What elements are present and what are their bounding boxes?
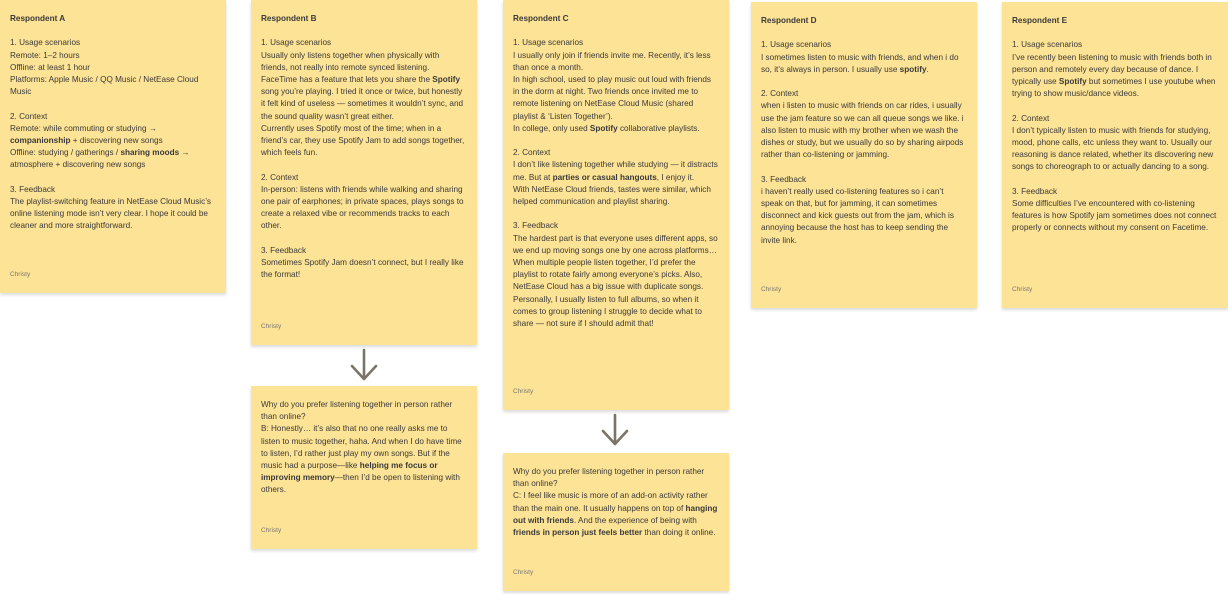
sticky-note-respondent-d[interactable] bbox=[751, 2, 977, 308]
note-title: Respondent E bbox=[1012, 16, 1068, 25]
sticky-note-respondent-a[interactable] bbox=[0, 0, 226, 293]
section-heading: 1. Usage scenarios bbox=[261, 38, 332, 48]
note-section bbox=[761, 88, 967, 161]
section-line: Offline: at least 1 hour bbox=[10, 62, 90, 72]
section-heading: 3. Feedback bbox=[261, 245, 307, 255]
note-body bbox=[261, 37, 467, 281]
section-heading: 3. Feedback bbox=[761, 174, 807, 184]
note-section bbox=[261, 172, 467, 233]
sticky-note-followup-b[interactable] bbox=[251, 386, 477, 549]
note-body bbox=[761, 39, 967, 246]
section-heading: 1. Usage scenarios bbox=[10, 38, 81, 48]
section-line: I don’t like listening together while studying — it distracts me. But at parties or casual hangouts, I enjoy it. bbox=[513, 160, 718, 182]
note-body bbox=[513, 466, 719, 539]
emphasis-text: hanging out with friends bbox=[513, 503, 718, 525]
section-line: The hardest part is that everyone uses different apps, so we end up moving songs one by one across platforms… When multiple people listen together, I’d prefer the playlist to rotate fairly among everyone’s picks. Also, NetEase Cloud has a big issue with duplicate songs. Personally, I usually listen to full albums, so when it comes to group listening I struggle to decide what to share — not sure if I should admit that! bbox=[513, 233, 718, 329]
section-line: Remote: while commuting or studying → companionship + discovering new songs bbox=[10, 123, 163, 145]
emphasis-text: Spotify bbox=[432, 75, 461, 84]
section-heading: 3. Feedback bbox=[1012, 186, 1058, 196]
note-section bbox=[1012, 186, 1218, 235]
section-line: Platforms: Apple Music / QQ Music / NetEase Cloud Music bbox=[10, 75, 199, 97]
arrow-down-icon bbox=[600, 413, 630, 447]
section-heading: 2. Context bbox=[761, 89, 799, 99]
note-section bbox=[761, 174, 967, 247]
emphasis-text: Spotify bbox=[589, 123, 618, 133]
emphasis-text: helping me focus or improving memory bbox=[261, 461, 438, 483]
sticky-note-respondent-c[interactable] bbox=[503, 0, 729, 410]
section-line: I’ve recently been listening to music with friends both in person and remotely every day because of dance. I typically use Spotify but sometimes I use youtube when trying to show music/dance videos. bbox=[1012, 52, 1216, 99]
section-line: In college, only used Spotify collaborative playlists. bbox=[513, 123, 700, 133]
note-body bbox=[1012, 39, 1218, 234]
section-line: when i listen to music with friends on car rides, i usually use the jam feature so we can all queue songs we like. i also listen to music with my brother when we wash the dishes or study, but we usually do so by sharing airpods rather than co-listening or jamming. bbox=[761, 101, 964, 160]
followup-answer: B: Honestly… it’s also that no one really asks me to listen to music together, haha. And when I do have time to listen, I’d rather just play my own songs. But if the music had a purpose—like helping me focus or improving memory—then I’d be open to listening with others. bbox=[261, 424, 462, 495]
note-section bbox=[10, 111, 216, 172]
note-author: Christy bbox=[513, 568, 534, 576]
note-body bbox=[513, 37, 719, 330]
note-section bbox=[513, 147, 719, 208]
section-heading: 2. Context bbox=[10, 111, 48, 121]
sticky-note-respondent-b[interactable] bbox=[251, 0, 477, 345]
emphasis-text: parties or casual hangouts bbox=[552, 172, 657, 182]
note-title: Respondent D bbox=[761, 16, 817, 25]
note-body bbox=[261, 399, 467, 497]
section-line: I usually only join if friends invite me. Recently, it’s less than once a month. bbox=[513, 50, 711, 72]
note-section bbox=[513, 37, 719, 135]
note-section bbox=[761, 39, 967, 76]
emphasis-text: Spotify bbox=[1058, 77, 1087, 86]
section-heading: 2. Context bbox=[513, 148, 551, 158]
note-title: Respondent C bbox=[513, 14, 569, 23]
note-title: Respondent B bbox=[261, 14, 317, 23]
section-line: i haven’t really used co-listening features so i can’t speak on that, but for jamming, it can sometimes disconnect and kick guests out from the jam, which is annoying because the host has to keep sending the invite link. bbox=[761, 186, 954, 245]
section-line: In high school, used to play music out loud with friends in the dorm at night. Two friends once invited me to remote listening on NetEase Cloud Music (shared playlist & ‘Listen Together’). bbox=[513, 75, 711, 121]
note-author: Christy bbox=[761, 285, 782, 293]
followup-answer: C: I feel like music is more of an add-on activity rather than the main one. It usually happens on top of hanging out with friends. And the experience of being with friends in person just feels better than doing it online. bbox=[513, 491, 718, 538]
note-section bbox=[261, 37, 467, 159]
sticky-note-followup-c[interactable] bbox=[503, 453, 729, 591]
section-line: I sometimes listen to music with friends, and when i do so, it’s always in person. I usually use spotify. bbox=[761, 52, 959, 74]
section-line: With NetEase Cloud friends, tastes were similar, which helped communication and playlist sharing. bbox=[513, 184, 711, 207]
section-line: Remote: 1–2 hours bbox=[10, 50, 80, 60]
section-line: FaceTime has a feature that lets you share the Spotify song you’re playing. I tried it once or twice, but honestly it felt kind of useless — sometimes it wouldn’t sync, and the sound quality wasn’t great either. bbox=[261, 75, 464, 121]
section-line: Offline: studying / gatherings / sharing moods → atmosphere + discovering new songs bbox=[10, 148, 190, 170]
note-author: Christy bbox=[261, 322, 282, 330]
followup-question: Why do you prefer listening together in person rather than online? bbox=[513, 467, 705, 489]
arrow-down-icon bbox=[349, 348, 379, 382]
section-heading: 1. Usage scenarios bbox=[1012, 40, 1083, 50]
section-heading: 3. Feedback bbox=[513, 221, 559, 231]
note-section bbox=[10, 184, 216, 233]
emphasis-text: friends in person just feels better bbox=[513, 528, 643, 538]
note-author: Christy bbox=[10, 270, 31, 278]
note-author: Christy bbox=[513, 387, 534, 395]
section-line: I don’t typically listen to music with friends for studying, mood, phone calls, etc unless they want to. Usually our reasoning is dance related, whether its discovering new songs to choreograph to or actually dancing to a song. bbox=[1012, 125, 1214, 172]
section-line: Some difficulties I’ve encountered with co-listening features is how Spotify jam sometimes does not connect properly or connects without my consent on Facetime. bbox=[1012, 199, 1217, 233]
note-author: Christy bbox=[1012, 285, 1033, 293]
note-body bbox=[10, 37, 216, 232]
note-author: Christy bbox=[261, 526, 282, 534]
section-heading: 3. Feedback bbox=[10, 184, 56, 194]
section-line: The playlist-switching feature in NetEase Cloud Music’s online listening mode isn’t very clear. I hope it could be cleaner and more straightforward. bbox=[10, 197, 211, 231]
section-heading: 2. Context bbox=[1012, 113, 1050, 123]
note-section bbox=[1012, 39, 1218, 100]
note-section bbox=[261, 245, 467, 282]
sticky-note-respondent-e[interactable] bbox=[1002, 2, 1228, 308]
section-line: Sometimes Spotify Jam doesn’t connect, but I really like the format! bbox=[261, 258, 464, 280]
emphasis-text: sharing moods bbox=[120, 148, 180, 158]
section-heading: 1. Usage scenarios bbox=[513, 38, 584, 48]
section-line: In-person: listens with friends while walking and sharing one pair of earphones; in private spaces, plays songs to create a relaxed vibe or recommends tracks to each other. bbox=[261, 184, 464, 231]
note-section bbox=[513, 220, 719, 330]
emphasis-text: companionship bbox=[10, 136, 71, 145]
emphasis-text: spotify bbox=[899, 64, 927, 74]
section-line: Usually only listens together when physically with friends, not really into remote synced listening. bbox=[261, 50, 440, 72]
note-section bbox=[1012, 113, 1218, 174]
section-heading: 1. Usage scenarios bbox=[761, 40, 832, 50]
section-heading: 2. Context bbox=[261, 172, 299, 182]
section-line: Currently uses Spotify most of the time; when in a friend’s car, they use Spotify Jam to add songs together, which feels fun. bbox=[261, 123, 465, 158]
note-section bbox=[10, 37, 216, 98]
followup-question: Why do you prefer listening together in person rather than online? bbox=[261, 400, 453, 422]
note-title: Respondent A bbox=[10, 14, 66, 23]
